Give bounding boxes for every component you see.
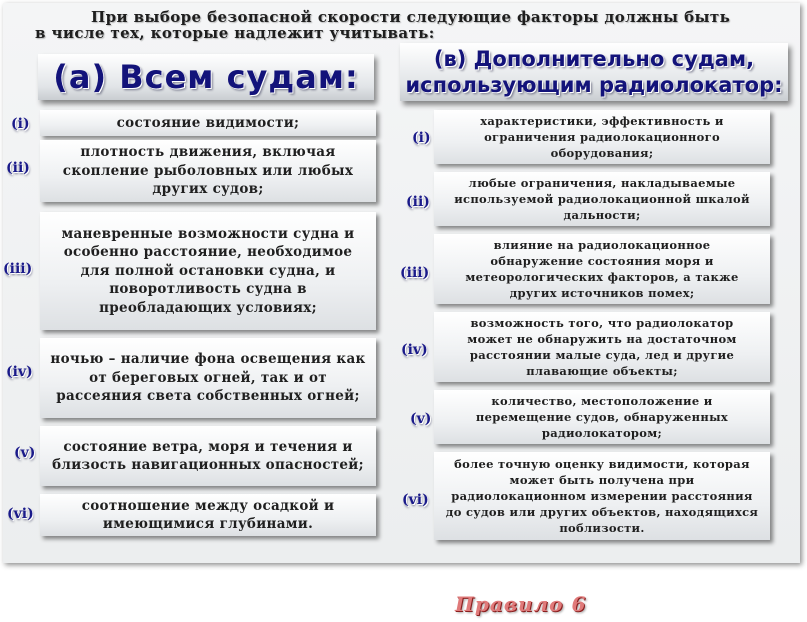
numeral-b-4: (iv) — [401, 342, 428, 358]
numeral-a-1: (i) — [11, 116, 30, 132]
numeral-b-2: (ii) — [406, 194, 430, 210]
item-b-4: возможность того, что радиолокатор может не обнаружить на достаточном расстоянии малые суда, лед и другие плавающие объекты; — [434, 312, 770, 382]
item-b-6: более точную оценку видимости, которая может быть получена при радиолокационном измерении расстояния до судов или других объектов, находящихся поблизости. — [434, 452, 770, 540]
numeral-b-1: (i) — [412, 130, 431, 146]
item-a-2: плотность движения, включая скопление рыболовных или любых других судов; — [40, 140, 376, 202]
item-a-5: состояние ветра, моря и течения и близость навигационных опасностей; — [40, 426, 376, 486]
numeral-a-6: (vi) — [7, 506, 34, 522]
rule-label: Правило 6 — [455, 592, 587, 616]
numeral-a-3: (iii) — [3, 261, 33, 277]
item-a-4: ночью – наличие фона освещения как от береговых огней, так и от рассеяния света собственных огней; — [40, 338, 376, 418]
numeral-a-2: (ii) — [6, 160, 30, 176]
item-a-3: маневренные возможности судна и особенно расстояние, необходимое для полной остановки судна, и поворотливость судна в преобладающих условиях; — [40, 212, 376, 330]
item-b-5: количество, местоположение и перемещение судов, обнаруженных радиолокатором; — [434, 390, 770, 444]
item-b-3: влияние на радиолокационное обнаружение состояния моря и метеорологических факторов, а также других источников помех; — [434, 234, 770, 304]
item-b-2: любые ограничения, накладываемые используемой радиолокационной шкалой дальности; — [434, 172, 770, 226]
item-a-6: соотношение между осадкой и имеющимися глубинами. — [40, 494, 376, 536]
numeral-a-4: (iv) — [6, 364, 33, 380]
heading-radar-vessels: (в) Дополнительно судам, использующим радиолокатор: — [400, 43, 788, 101]
intro-line-2: в числе тех, которые надлежит учитывать: — [35, 24, 435, 42]
intro-text — [35, 9, 795, 41]
intro-line-1: При выборе безопасной скорости следующие факторы должны быть — [91, 8, 731, 26]
heading-all-vessels: (а) Всем судам: — [38, 54, 374, 100]
numeral-b-6: (vi) — [402, 492, 429, 508]
numeral-b-5: (v) — [410, 411, 432, 427]
numeral-a-5: (v) — [14, 445, 36, 461]
item-b-1: характеристики, эффективность и ограничения радиолокационного оборудования; — [434, 110, 770, 164]
numeral-b-3: (iii) — [400, 265, 430, 281]
item-a-1: состояние видимости; — [40, 110, 376, 136]
